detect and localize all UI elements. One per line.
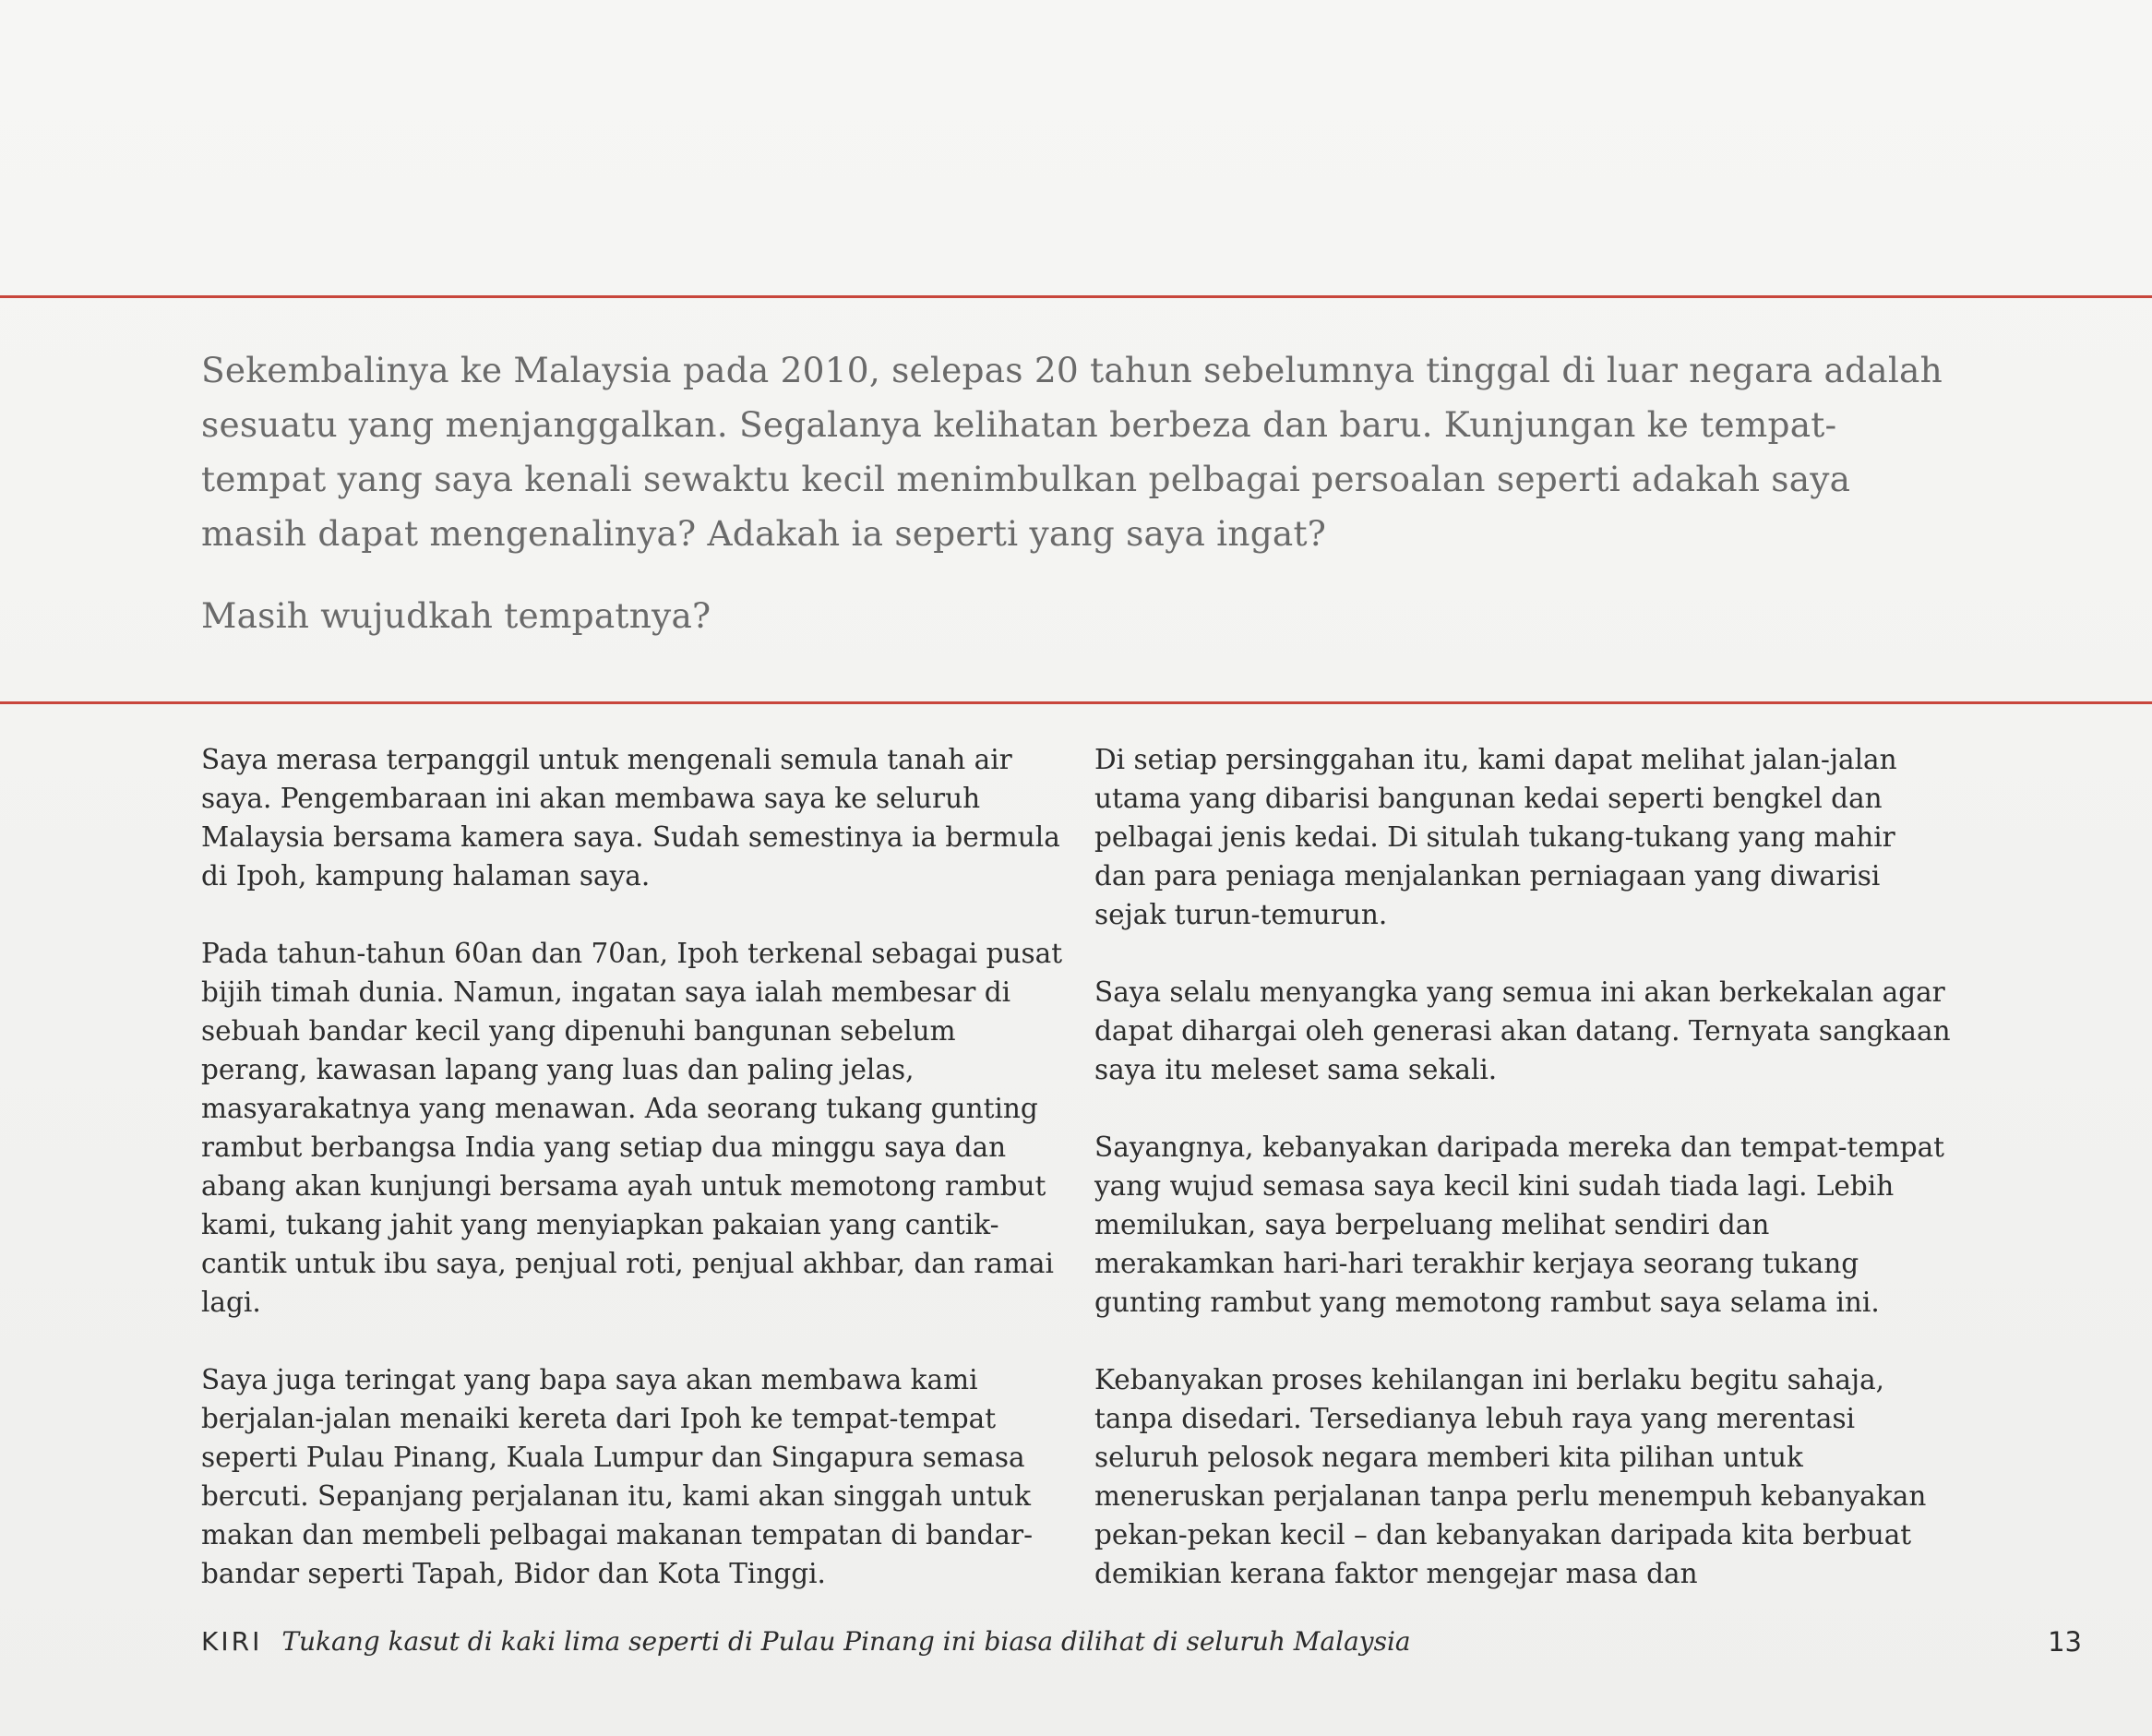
paragraph: Di setiap persinggahan itu, kami dapat melihat jalan-jalan utama yang dibarisi bangunan kedai seperti bengkel dan pelbagai jenis kedai. Di situlah tukang-tukang yang mahir dan para peniaga menjalankan perniagaan yang diwarisi sejak turun-temurun. [1094,744,1897,930]
paragraph: Saya merasa terpanggil untuk mengenali semula tanah air saya. Pengembaraan ini akan membawa saya ke seluruh Malaysia bersama kamera saya. Sudah semestinya ia bermula di Ipoh, kampung halaman saya. [201,744,1060,892]
page-number: 13 [2048,1626,2082,1658]
caption-text: Tukang kasut di kaki lima seperti di Pulau Pinang ini biasa dilihat di seluruh Malaysia [281,1626,1411,1657]
body-column-left [201,740,1064,1593]
paragraph: Saya juga teringat yang bapa saya akan membawa kami berjalan-jalan menaiki kereta dari Ipoh ke tempat-tempat seperti Pulau Pinang, Kuala Lumpur dan Singapura semasa bercuti. Sepanjang perjalanan itu, kami akan singgah untuk makan dan membeli pelbagai makanan tempatan di bandar-bandar seperti Tapah, Bidor dan Kota Tinggi. [201,1364,1034,1589]
intro-question: Masih wujudkah tempatnya? [201,595,711,636]
photo-caption [201,1626,1411,1658]
intro-block [201,343,1955,643]
bottom-red-rule [0,701,2152,704]
paragraph: Sayangnya, kebanyakan daripada mereka dan tempat-tempat yang wujud semasa saya kecil kini sudah tiada lagi. Lebih memilukan, saya berpeluang melihat sendiri dan merakamkan hari-hari terakhir kerjaya seorang tukang gunting rambut yang memotong rambut saya selama ini. [1094,1131,1945,1318]
body-column-right [1094,740,1953,1593]
paragraph: Kebanyakan proses kehilangan ini berlaku begitu sahaja, tanpa disedari. Tersedianya lebuh raya yang merentasi seluruh pelosok negara memberi kita pilihan untuk meneruskan perjalanan tanpa perlu menempuh kebanyakan pekan-pekan kecil – dan kebanyakan daripada kita berbuat demikian kerana faktor mengejar masa dan [1094,1364,1927,1589]
top-red-rule [0,295,2152,298]
paragraph: Saya selalu menyangka yang semua ini akan berkekalan agar dapat dihargai oleh generasi akan datang. Ternyata sangkaan saya itu meleset sama sekali. [1094,976,1951,1085]
intro-lead: Sekembalinya ke Malaysia pada 2010, selepas 20 tahun sebelumnya tinggal di luar negara adalah sesuatu yang menjanggalkan. Segalanya kelihatan berbeza dan baru. Kunjungan ke tempat-tempat yang saya kenali sewaktu kecil menimbulkan pelbagai persoalan seperti adakah saya masih dapat mengenalinya? Adakah ia seperti yang saya ingat? [201,350,1943,554]
paragraph: Pada tahun-tahun 60an dan 70an, Ipoh terkenal sebagai pusat bijih timah dunia. Namun, ingatan saya ialah membesar di sebuah bandar kecil yang dipenuhi bangunan sebelum perang, kawasan lapang yang luas dan paling jelas, masyarakatnya yang menawan. Ada seorang tukang gunting rambut berbangsa India yang setiap dua minggu saya dan abang akan kunjungi bersama ayah untuk memotong rambut kami, tukang jahit yang menyiapkan pakaian yang cantik-cantik untuk ibu saya, penjual roti, penjual akhbar, dan ramai lagi. [201,938,1063,1318]
caption-label: KIRI [201,1626,263,1657]
